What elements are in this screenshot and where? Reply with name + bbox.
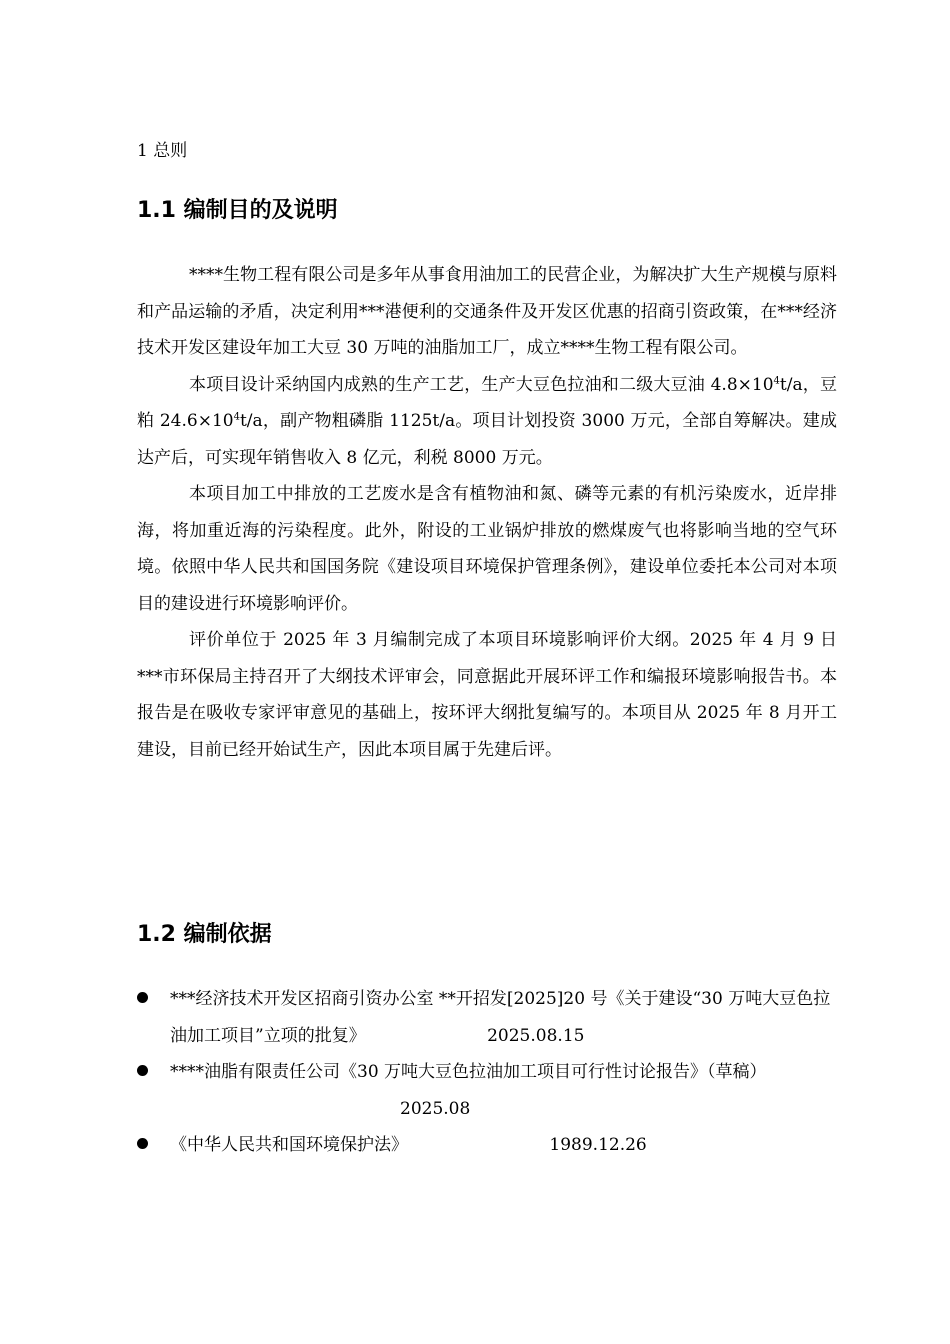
chapter-title: 1 总则 bbox=[137, 141, 188, 161]
list-item bbox=[137, 1054, 837, 1127]
paragraph: 本项目加工中排放的工艺废水是含有植物油和氮、磷等元素的有机污染废水，近岸排海，将加重近海的污染程度。此外，附设的工业锅炉排放的燃煤废气也将影响当地的空气环境。依照中华人民共和国国务院《建设项目环境保护管理条例》，建设单位委托本公司对本项目的建设进行环境影响评价。 bbox=[137, 484, 837, 614]
bullet-icon bbox=[137, 1065, 148, 1076]
reference-text: ***经济技术开发区招商引资办公室 **开招发[2025]20 号《关于建设“30 万吨大豆色拉油加工项目”立项的批复》 bbox=[170, 989, 831, 1046]
list-item bbox=[137, 981, 837, 1054]
section-heading-1-2: 1.2 编制依据 bbox=[137, 922, 272, 947]
reference-date: 2025.08.15 bbox=[487, 1025, 585, 1046]
section-heading-1-1: 1.1 编制目的及说明 bbox=[137, 198, 338, 223]
paragraph bbox=[137, 367, 837, 477]
reference-date: 1989.12.26 bbox=[549, 1135, 647, 1155]
reference-text: 《中华人民共和国环境保护法》 bbox=[170, 1135, 408, 1155]
reference-text: ****油脂有限责任公司《30 万吨大豆色拉油加工项目可行性讨论报告》（草稿） bbox=[170, 1062, 767, 1082]
superscript: 4 bbox=[233, 411, 240, 423]
superscript: 4 bbox=[773, 374, 780, 386]
reference-date: 2025.08 bbox=[400, 1098, 471, 1119]
section-1-1-body bbox=[137, 257, 837, 768]
paragraph: 评价单位于 2025 年 3 月编制完成了本项目环境影响评价大纲。2025 年 4 月 9 日***市环保局主持召开了大纲技术评审会，同意据此开展环评工作和编报环境影响报告书。本报告是在吸收专家评审意见的基础上，按环评大纲批复编写的。本项目从 2025 年 8 月开工建设，目前已经开始试生产，因此本项目属于先建后评。 bbox=[137, 630, 837, 760]
paragraph-text: 本项目设计采纳国内成熟的生产工艺，生产大豆色拉油和二级大豆油 4.8×10 bbox=[189, 374, 774, 395]
paragraph-text: t/a，副产物粗磷脂 1125t/a。项目计划投资 3000 万元，全部自筹解决。建成达产后，可实现年销售收入 8 亿元，利税 8000 万元。 bbox=[137, 411, 837, 468]
paragraph: ****生物工程有限公司是多年从事食用油加工的民营企业，为解决扩大生产规模与原料和产品运输的矛盾，决定利用***港便利的交通条件及开发区优惠的招商引资政策，在***经济技术开发区建设年加工大豆 30 万吨的油脂加工厂，成立****生物工程有限公司。 bbox=[137, 265, 837, 358]
bullet-icon bbox=[137, 992, 148, 1003]
paragraph-text: t/a，豆粕 24.6×10 bbox=[137, 374, 837, 431]
list-item bbox=[137, 1127, 837, 1164]
reference-list bbox=[137, 981, 837, 1164]
bullet-icon bbox=[137, 1138, 148, 1149]
